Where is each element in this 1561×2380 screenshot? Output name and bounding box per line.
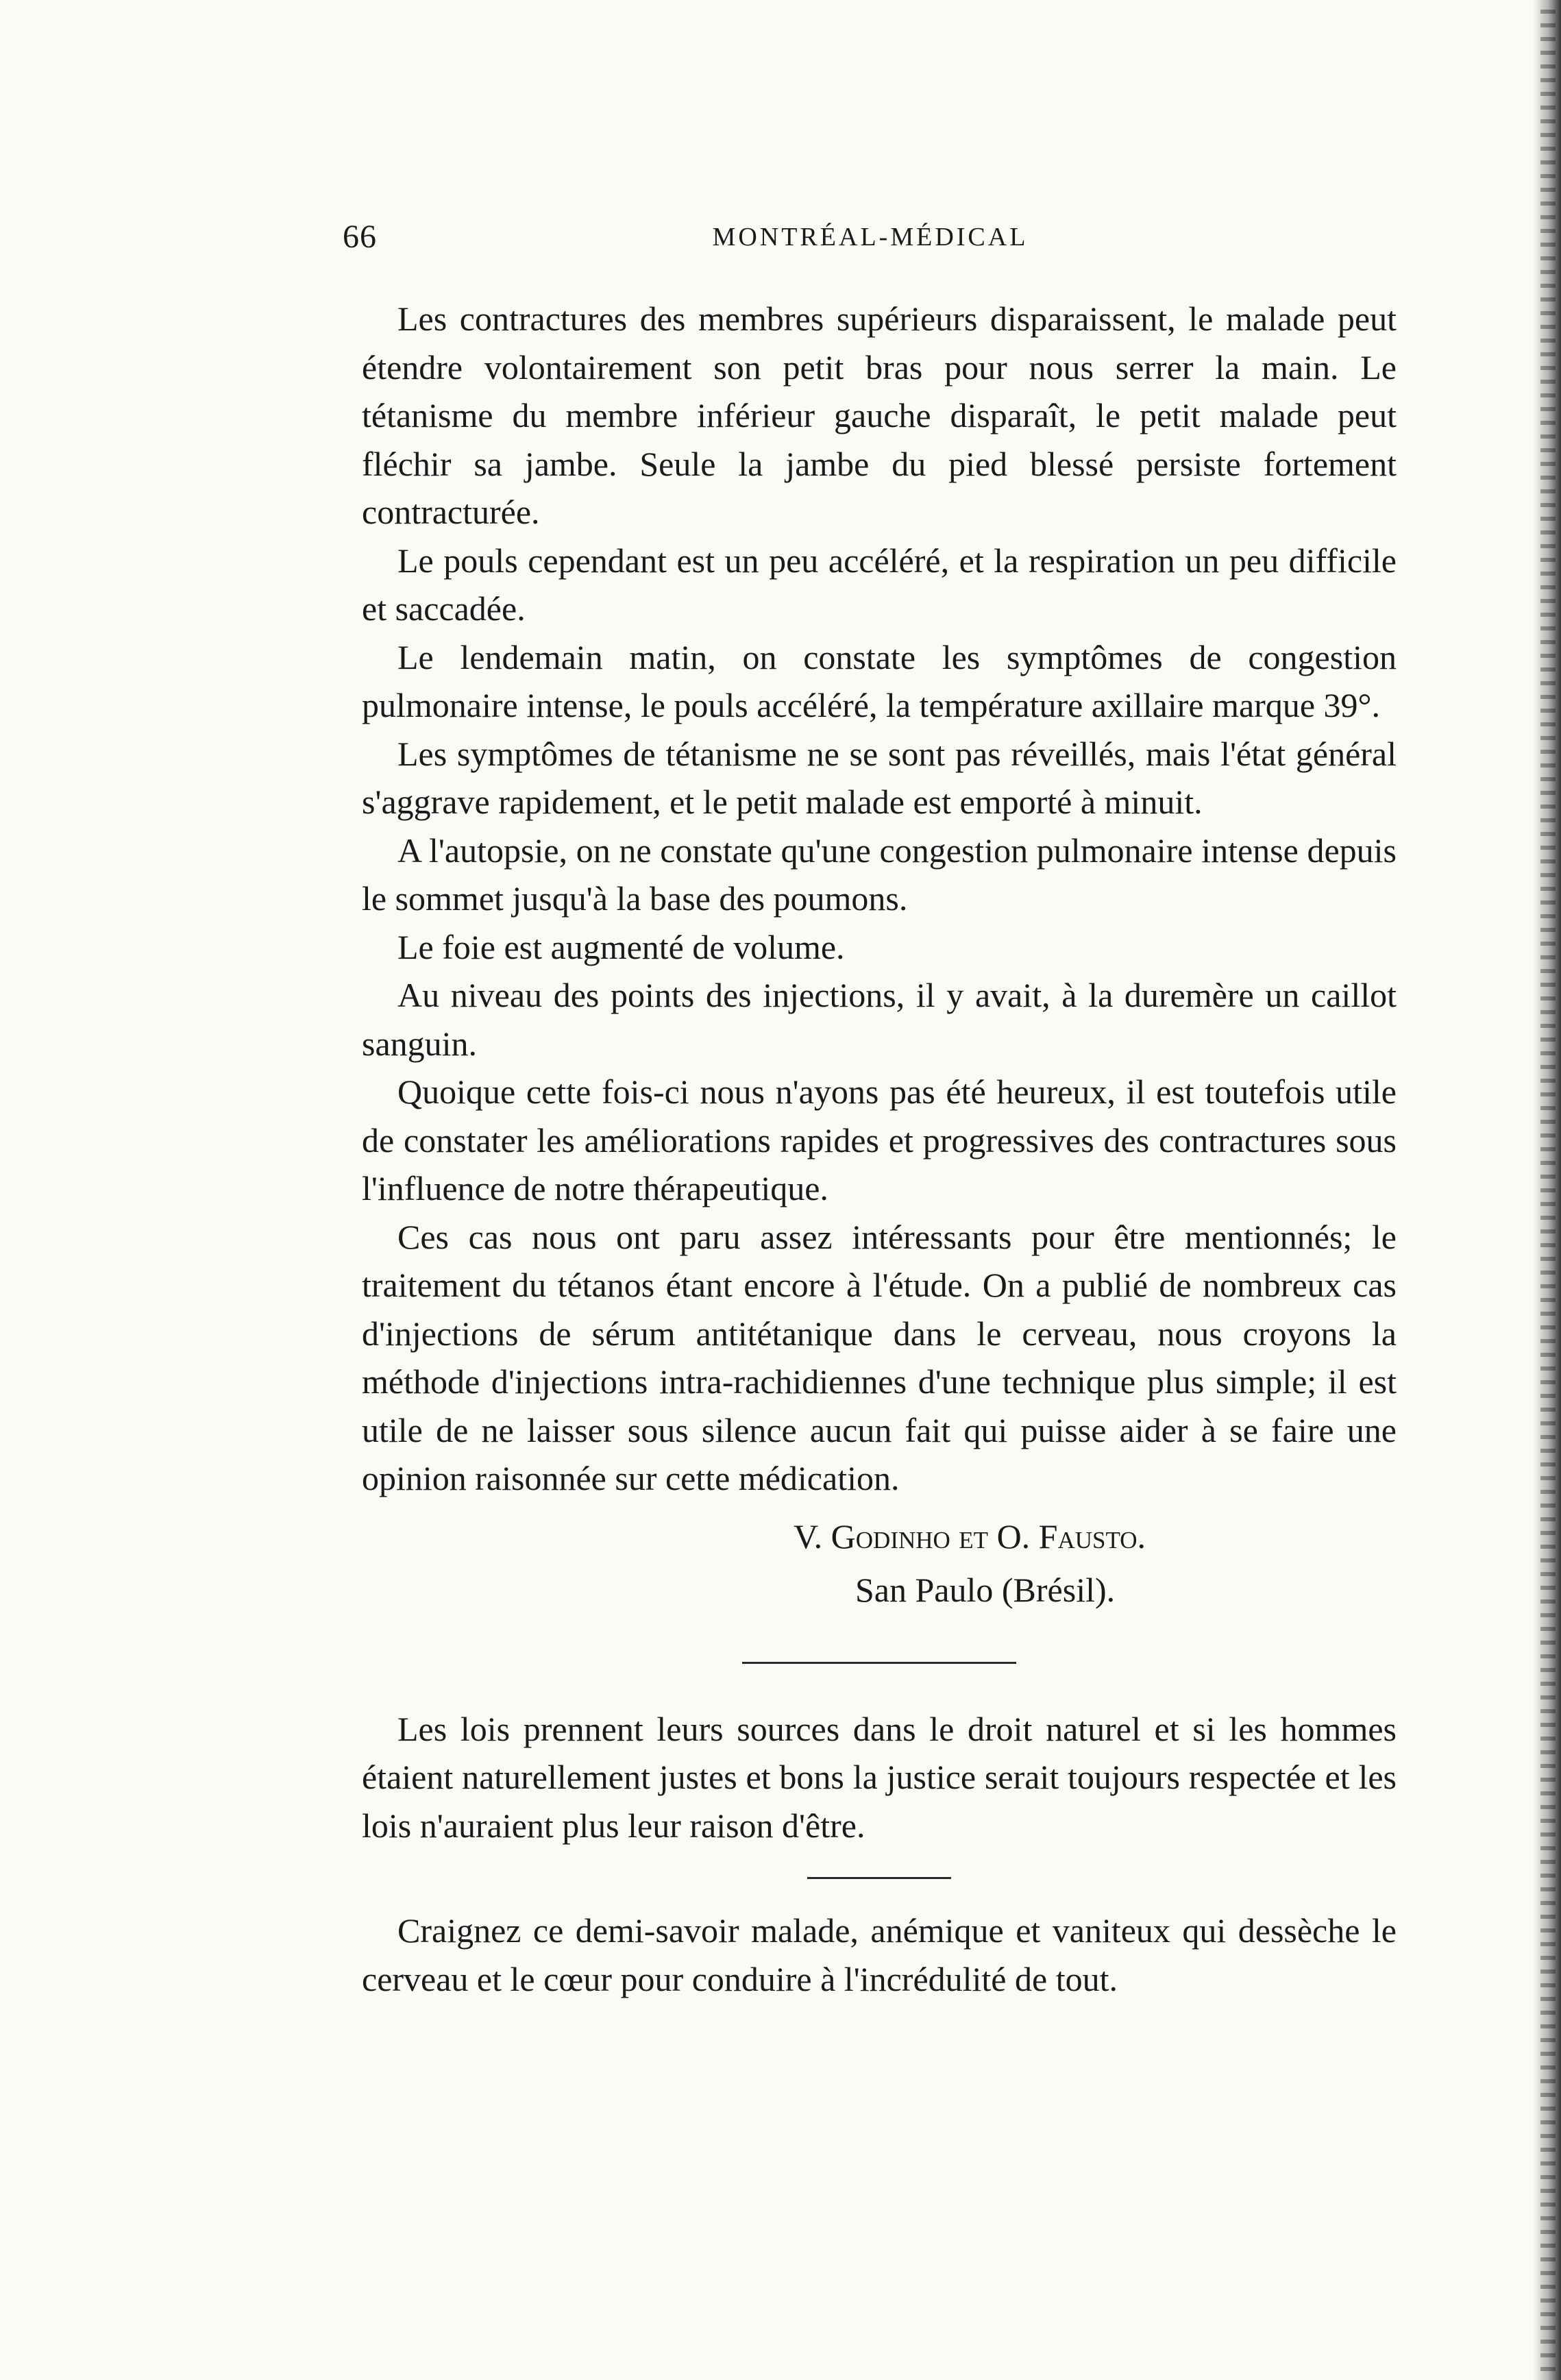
journal-title: MONTRÉAL-MÉDICAL <box>712 223 1029 252</box>
body-text <box>362 295 1397 2003</box>
article-paragraph: Le pouls cependant est un peu accéléré, et la respiration un peu difficile et saccadée. <box>362 541 1397 628</box>
author-names: V. Godinho et O. Fausto. <box>794 1517 1146 1556</box>
section-divider <box>742 1662 1016 1664</box>
article-paragraph: Au niveau des points des injections, il y avait, à la duremère un caillot sanguin. <box>362 976 1397 1063</box>
article-paragraph: A l'autopsie, on ne constate qu'une congestion pulmonaire intense depuis le sommet jusqu'à la base des poumons. <box>362 831 1397 918</box>
article-paragraph: Le foie est augmenté de volume. <box>397 927 845 966</box>
article-paragraph: Quoique cette fois-ci nous n'ayons pas été heureux, il est toutefois utile de constater les améliorations rapides et progressives des contractures sous l'influence de notre thérapeutique. <box>362 1072 1397 1207</box>
running-head <box>343 218 1398 259</box>
section-divider-short <box>807 1877 951 1879</box>
page-number: 66 <box>343 219 377 255</box>
maxim-paragraph: Les lois prennent leurs sources dans le droit naturel et si les hommes étaient naturellement justes et bons la justice serait toujours respectée et les lois n'auraient plus leur raison d'être. <box>362 1709 1397 1845</box>
article-paragraph: Le lendemain matin, on constate les symptômes de congestion pulmonaire intense, le pouls accéléré, la température axillaire marque 39°. <box>362 637 1397 724</box>
scan-edge-texture <box>1540 0 1556 2380</box>
article-paragraph: Ces cas nous ont paru assez intéressants pour être mentionnés; le traitement du tétanos étant encore à l'étude. On a publié de nombreux cas d'injections de sérum antitétanique dans le cerveau, nous croyons la méthode d'injections intra-rachidiennes d'une technique plus simple; il est utile de ne laisser sous silence aucun fait qui puisse aider à se faire une opinion raisonnée sur cette médication. <box>362 1217 1397 1497</box>
maxim-paragraph: Craignez ce demi-savoir malade, anémique et vaniteux qui dessèche le cerveau et le cœur pour conduire à l'incrédulité de tout. <box>362 1911 1397 1998</box>
author-location: San Paulo (Brésil). <box>855 1570 1116 1609</box>
author-signature <box>362 1510 1397 1563</box>
article-paragraph: Les symptômes de tétanisme ne se sont pas réveillés, mais l'état général s'aggrave rapidement, et le petit malade est emporté à minuit. <box>362 734 1397 821</box>
article-paragraph: Les contractures des membres supérieurs disparaissent, le malade peut étendre volontairement son petit bras pour nous serrer la main. Le tétanisme du membre inférieur gauche disparaît, le petit malade peut fléchir sa jambe. Seule la jambe du pied blessé persiste fortement contracturée. <box>362 299 1397 531</box>
